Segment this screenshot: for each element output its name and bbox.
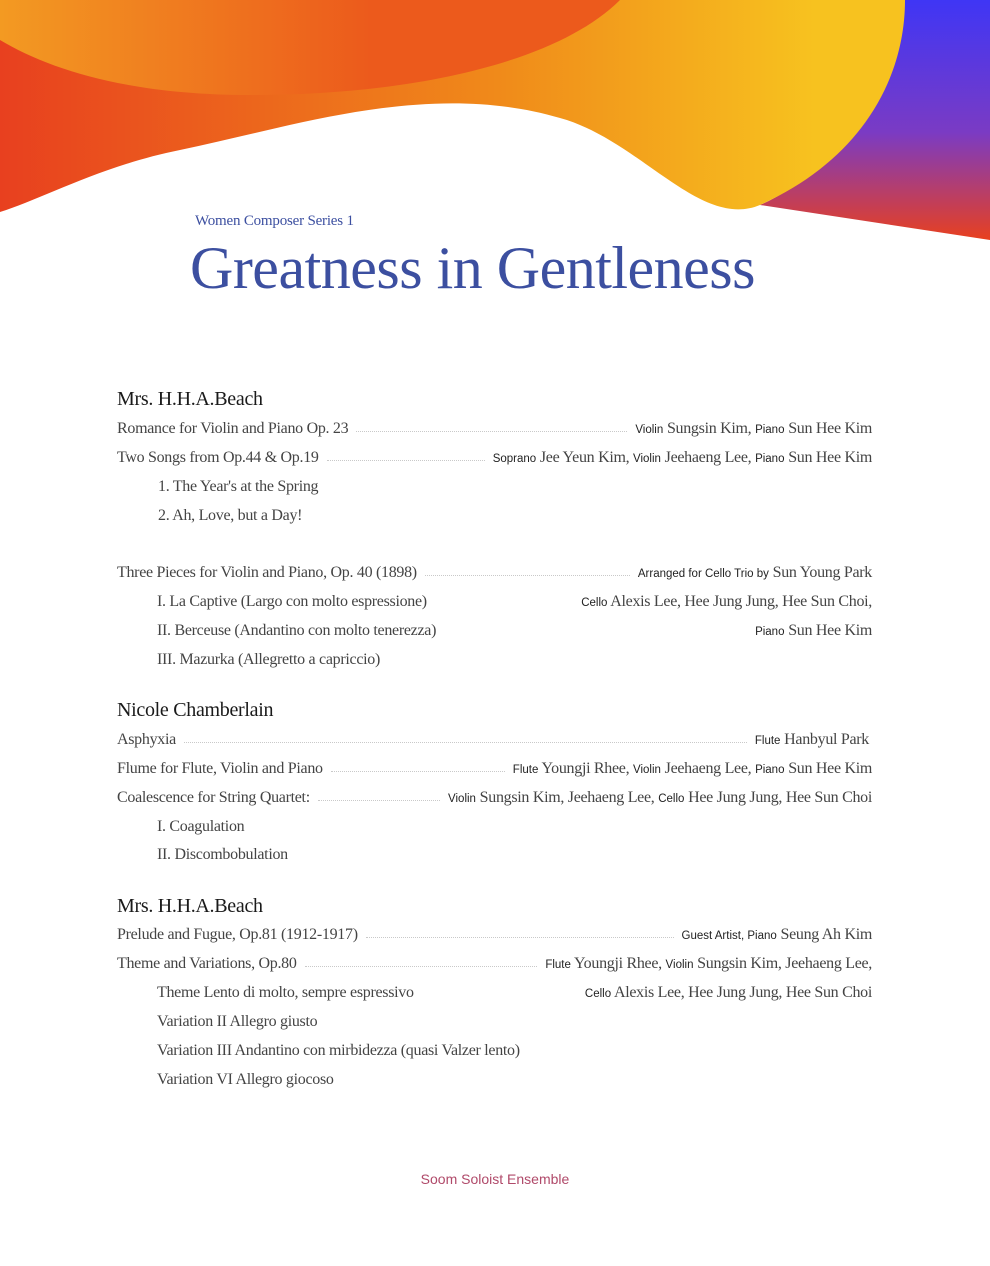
work-title: Theme and Variations, Op.80 bbox=[117, 955, 297, 972]
instrument-label: Cello bbox=[584, 988, 612, 1000]
performers-continued bbox=[585, 981, 872, 1006]
instrument-label: Violin bbox=[633, 453, 661, 465]
composer-heading: Mrs. H.H.A.Beach bbox=[117, 895, 263, 917]
dotted-leader bbox=[331, 771, 505, 772]
movement-item: 1. The Year's at the Spring bbox=[158, 478, 319, 495]
movement-item: I. La Captive (Largo con molto espressione) bbox=[157, 593, 427, 610]
instrument-label: Guest Artist, Piano bbox=[681, 930, 777, 942]
performer-name: Youngji Rhee, bbox=[574, 955, 662, 972]
work-title: Two Songs from Op.44 & Op.19 bbox=[117, 449, 319, 466]
performers bbox=[638, 564, 872, 582]
performers bbox=[513, 760, 872, 778]
performer-name: Hee Jung Jung, Hee Sun Choi bbox=[688, 789, 872, 806]
instrument-label: Cello bbox=[658, 793, 685, 805]
instrument-label: Violin bbox=[665, 959, 694, 971]
dotted-leader bbox=[327, 460, 485, 461]
performers bbox=[682, 926, 872, 944]
ensemble-footer: Soom Soloist Ensemble bbox=[420, 1171, 570, 1187]
instrument-label: Flute bbox=[512, 764, 539, 776]
instrument-label: Arranged for Cello Trio by bbox=[637, 568, 769, 580]
program-row bbox=[117, 786, 872, 810]
program-row bbox=[117, 923, 872, 947]
movement-item: II. Discombobulation bbox=[157, 846, 288, 863]
composer-heading: Mrs. H.H.A.Beach bbox=[117, 388, 263, 410]
instrument-label: Violin bbox=[633, 764, 661, 776]
program-row bbox=[117, 757, 872, 781]
performer-name: Sun Hee Kim bbox=[788, 420, 872, 437]
performer-name: Sungsin Kim, Jeehaeng Lee, bbox=[479, 789, 655, 806]
performers-continued bbox=[581, 590, 872, 615]
movement-item: III. Mazurka (Allegretto a capriccio) bbox=[157, 651, 380, 668]
performers bbox=[493, 449, 872, 467]
instrument-label: Piano bbox=[755, 424, 785, 436]
work-title: Romance for Violin and Piano Op. 23 bbox=[117, 420, 349, 437]
work-title: Three Pieces for Violin and Piano, Op. 40 (1898) bbox=[117, 564, 417, 581]
composer-heading: Nicole Chamberlain bbox=[117, 699, 274, 721]
performer-name: Sun Young Park bbox=[772, 564, 872, 581]
decorative-wave-banner bbox=[0, 0, 990, 250]
dotted-leader bbox=[366, 937, 674, 938]
performer-name: Jeehaeng Lee, bbox=[664, 449, 752, 466]
movement-item: I. Coagulation bbox=[157, 818, 245, 835]
performer-name: Sungsin Kim, bbox=[666, 420, 752, 437]
performer-name: Sungsin Kim, Jeehaeng Lee, bbox=[697, 955, 872, 972]
movement-item: II. Berceuse (Andantino con molto tenerezza) bbox=[157, 622, 437, 639]
movement-item: Theme Lento di molto, sempre espressivo bbox=[157, 984, 414, 1001]
program-row bbox=[117, 952, 872, 976]
performers-continued bbox=[755, 619, 872, 644]
instrument-label: Violin bbox=[448, 793, 476, 805]
performers bbox=[448, 789, 872, 807]
instrument-label: Violin bbox=[635, 424, 664, 436]
movement-item: Variation III Andantino con mirbidezza (quasi Valzer lento) bbox=[157, 1042, 520, 1059]
performer-name: Seung Ah Kim bbox=[780, 926, 872, 943]
instrument-label: Piano bbox=[755, 626, 785, 638]
performer-name: Jee Yeun Kim, bbox=[539, 449, 630, 466]
dotted-leader bbox=[425, 575, 630, 576]
instrument-label: Piano bbox=[755, 764, 785, 776]
program-row bbox=[117, 417, 872, 441]
dotted-leader bbox=[318, 800, 440, 801]
work-title: Coalescence for String Quartet: bbox=[117, 789, 310, 806]
program-row bbox=[117, 561, 872, 585]
dotted-leader bbox=[305, 966, 538, 967]
performer-name: Alexis Lee, Hee Jung Jung, Hee Sun Choi bbox=[613, 984, 872, 1001]
movement-item: Variation VI Allegro giocoso bbox=[157, 1071, 334, 1088]
work-title: Flume for Flute, Violin and Piano bbox=[117, 760, 323, 777]
program-row bbox=[117, 446, 872, 470]
performer-name: Alexis Lee, Hee Jung Jung, Hee Sun Choi, bbox=[610, 593, 872, 610]
performer-name: Jeehaeng Lee, bbox=[664, 760, 752, 777]
performers bbox=[635, 420, 872, 438]
performer-name: Sun Hee Kim bbox=[788, 449, 872, 466]
performer-name: Sun Hee Kim bbox=[788, 760, 872, 777]
performers bbox=[545, 955, 872, 973]
performers bbox=[755, 731, 869, 749]
series-label: Women Composer Series 1 bbox=[195, 213, 354, 229]
work-title: Asphyxia bbox=[117, 731, 176, 748]
instrument-label: Piano bbox=[755, 453, 785, 465]
page-title: Greatness in Gentleness bbox=[190, 235, 756, 301]
instrument-label: Soprano bbox=[492, 453, 537, 465]
performer-name: Hanbyul Park bbox=[784, 731, 869, 748]
instrument-label: Flute bbox=[754, 735, 781, 747]
performer-name: Sun Hee Kim bbox=[788, 622, 872, 639]
work-title: Prelude and Fugue, Op.81 (1912-1917) bbox=[117, 926, 358, 943]
instrument-label: Cello bbox=[581, 597, 608, 609]
movement-item: 2. Ah, Love, but a Day! bbox=[158, 507, 303, 524]
instrument-label: Flute bbox=[545, 959, 571, 971]
dotted-leader bbox=[184, 742, 747, 743]
dotted-leader bbox=[356, 431, 627, 432]
performer-name: Youngji Rhee, bbox=[541, 760, 630, 777]
program-row bbox=[117, 728, 869, 752]
movement-item: Variation II Allegro giusto bbox=[157, 1013, 318, 1030]
